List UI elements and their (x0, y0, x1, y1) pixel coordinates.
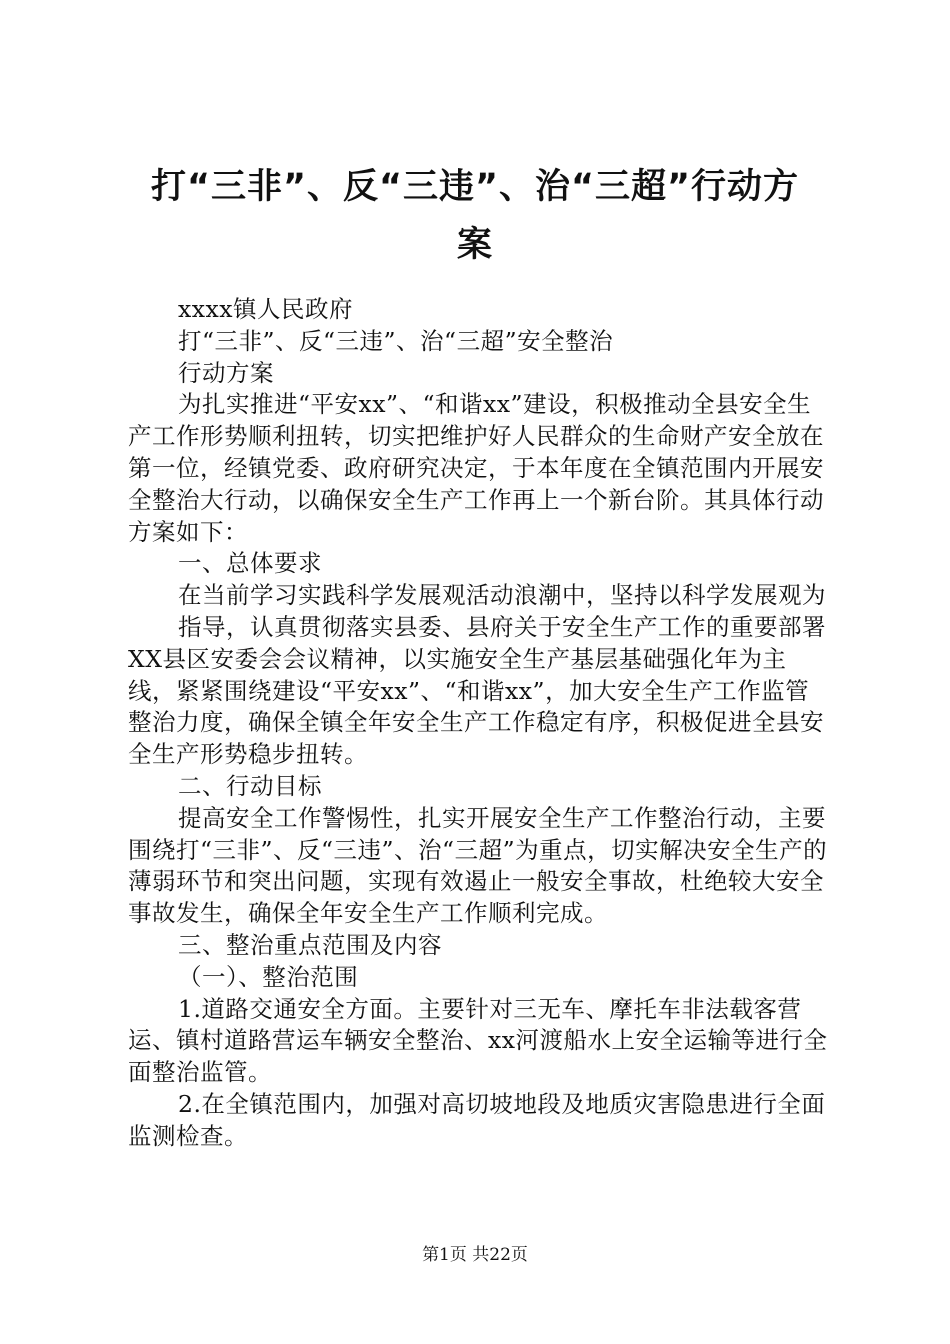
list-item: 2.在全镇范围内，加强对高切坡地段及地质灾害隐患进行全面监测检查。 (128, 1089, 826, 1150)
section-heading-1: 一、总体要求 (178, 549, 322, 578)
subsection-heading: （一）、整治范围 (178, 962, 359, 991)
section-heading-2: 二、行动目标 (178, 771, 322, 800)
paragraph: 指导，认真贯彻落实县委、县府关于安全生产工作的重要部署XX县区安委会会议精神，以实施安全生产基层基础强化年为主线，紧紧围绕建设“平安xx”、“和谐xx”，加大安全生产工作监管整治力度，确保全镇全年安全生产工作稳定有序，积极促进全县安全生产形势稳步扭转。 (128, 612, 826, 769)
section-heading-3: 三、整治重点范围及内容 (178, 930, 442, 959)
document-title-line-1: 打“三非”、反“三违”、治“三超”行动方 (150, 167, 800, 207)
issuer-line: xxxx镇人民政府 (178, 295, 354, 323)
intro-paragraph: 为扎实推进“平安xx”、“和谐xx”建设，积极推动全县安全生产工作形势顺利扭转，切实把维护好人民群众的生命财产安全放在第一位，经镇党委、政府研究决定，于本年度在全镇范围内开展安全整治大行动，以确保安全生产工作再上一个新台阶。其具体行动方案如下： (128, 390, 824, 546)
document-body (128, 294, 830, 1153)
paragraph: 在当前学习实践科学发展观活动浪潮中，坚持以科学发展观为 (178, 581, 826, 610)
paragraph: 提高安全工作警惕性，扎实开展安全生产工作整治行动，主要围绕打“三非”、反“三违”、治“三超”为重点，切实解决安全生产的薄弱环节和突出问题，实现有效遏止一般安全事故，杜绝较大安全事故发生，确保全年安全生产工作顺利完成。 (128, 803, 828, 928)
document-title-line-2: 案 (456, 225, 493, 265)
subtitle-line: 打“三非”、反“三违”、治“三超”安全整治 (178, 326, 614, 355)
list-item: 1.道路交通安全方面。主要针对三无车、摩托车非法载客营运、镇村道路营运车辆安全整治、xx河渡船水上安全运输等进行全面整治监管。 (128, 994, 828, 1087)
page-footer: 第1页 共22页 (422, 1245, 528, 1265)
subtitle-line-2: 行动方案 (178, 358, 274, 387)
